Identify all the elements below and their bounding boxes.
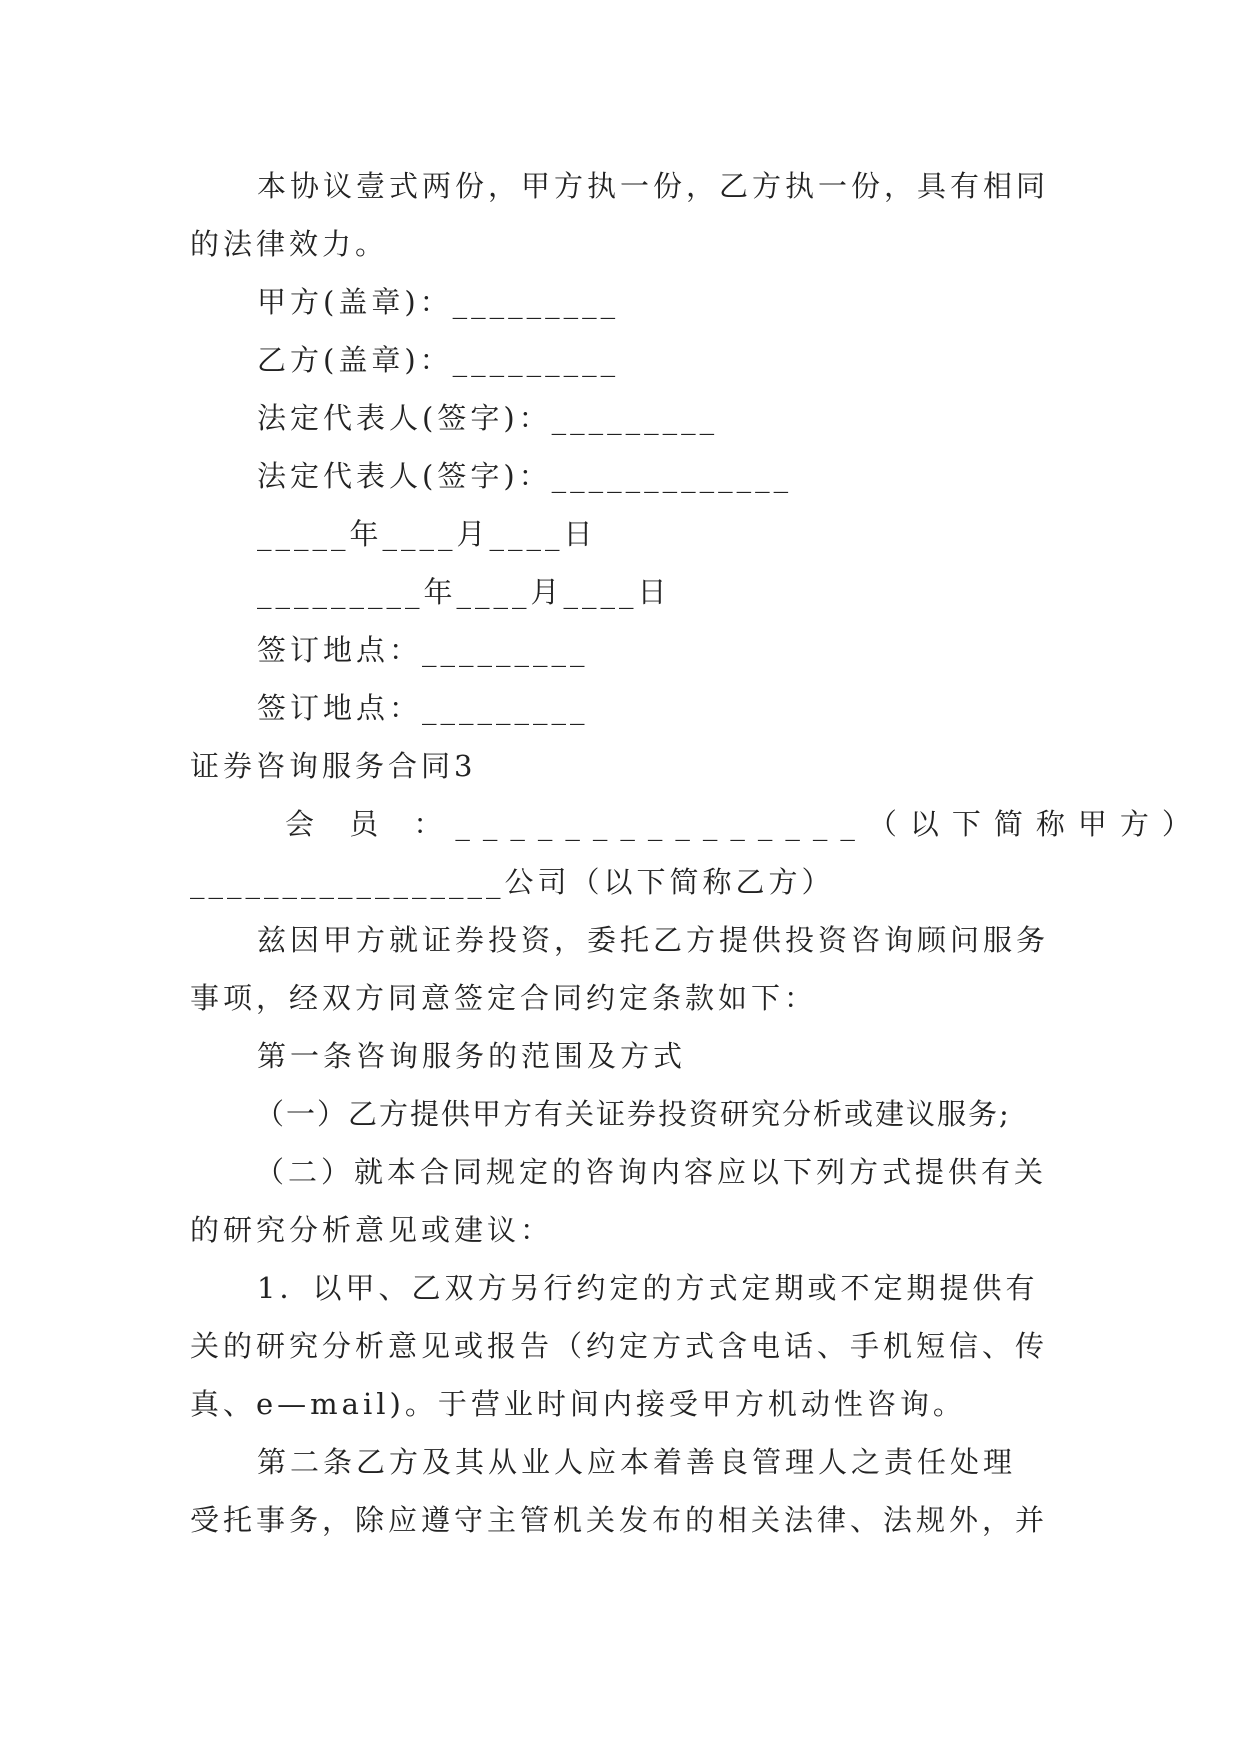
paragraph-line: 关的研究分析意见或报告（约定方式含电话、手机短信、传 [190, 1329, 1049, 1363]
legal-rep-signature-line: 法定代表人(签字)：_____________ [257, 459, 793, 493]
paragraph-line: 兹因甲方就证券投资，委托乙方提供投资咨询顾问服务 [257, 923, 1050, 957]
paragraph-line: 事项，经双方同意签定合同约定条款如下： [190, 981, 818, 1015]
paragraph-line: 第二条乙方及其从业人应本着善良管理人之责任处理 [257, 1445, 1017, 1479]
date-line: _____年____月____日 [257, 517, 597, 551]
clause-line: （一）乙方提供甲方有关证券投资研究分析或建议服务; [255, 1097, 1011, 1131]
member-line: 会 员 ：_______________（以下简称甲方） [285, 807, 1204, 841]
signing-place-line: 签订地点：_________ [257, 691, 589, 725]
party-b-seal-line: 乙方(盖章)：_________ [257, 343, 620, 377]
paragraph-line: 的法律效力。 [190, 227, 389, 261]
company-line: _________________公司（以下简称乙方） [190, 865, 835, 899]
paragraph-line: 本协议壹式两份，甲方执一份，乙方执一份，具有相同 [257, 169, 1050, 203]
legal-rep-signature-line: 法定代表人(签字)：_________ [257, 401, 719, 435]
clause-line: （二）就本合同规定的咨询内容应以下列方式提供有关 [255, 1155, 1048, 1189]
section-title: 证券咨询服务合同3 [190, 749, 477, 783]
paragraph-line: 1．以甲、乙双方另行约定的方式定期或不定期提供有 [257, 1271, 1039, 1305]
signing-place-line: 签订地点：_________ [257, 633, 589, 667]
article-heading: 第一条咨询服务的范围及方式 [257, 1039, 687, 1073]
paragraph-line: 的研究分析意见或建议： [190, 1213, 554, 1247]
date-line: _________年____月____日 [257, 575, 671, 609]
party-a-seal-line: 甲方(盖章)：_________ [257, 285, 620, 319]
paragraph-line: 真、e—mail)。于营业时间内接受甲方机动性咨询。 [190, 1387, 966, 1421]
paragraph-line: 受托事务，除应遵守主管机关发布的相关法律、法规外，并 [190, 1503, 1049, 1537]
